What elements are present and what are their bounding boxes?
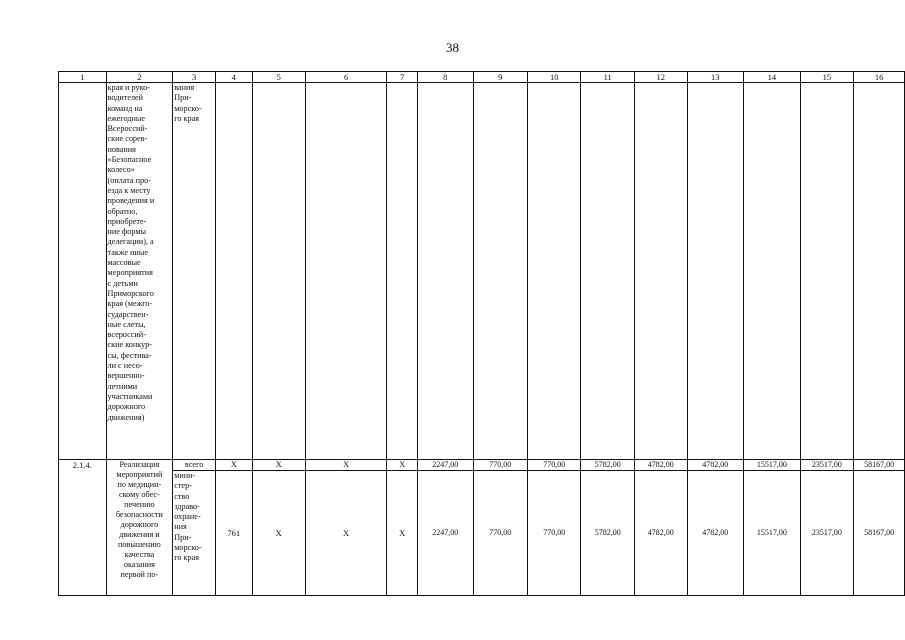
cell-text-line: вания — [174, 83, 195, 92]
cell-text-line: ния — [174, 522, 187, 532]
cell-text-line: стер- — [174, 481, 192, 491]
total-cell: X — [387, 460, 418, 471]
cell-text-line: дорожного — [107, 402, 146, 412]
item-number: 2.1.4. — [59, 460, 107, 596]
cell-text-line: также иные — [107, 247, 148, 257]
table-cell — [252, 83, 305, 460]
total-cell: 770,00 — [527, 460, 580, 471]
cell-text-line: «Безопасное — [107, 155, 152, 165]
continued-description — [106, 83, 173, 460]
cell-text-line: ство — [174, 491, 190, 501]
cell-text-line: движения) — [107, 412, 145, 422]
table-cell — [527, 83, 580, 460]
cell-text-line: ские конкур- — [107, 340, 153, 350]
detail-cell: X — [252, 471, 305, 596]
table-cell — [215, 83, 252, 460]
cell-text-line: участниками — [107, 391, 153, 401]
budget-table — [58, 71, 905, 596]
cell-text-line: ние формы — [107, 227, 147, 237]
cell-text-line: водителей — [107, 93, 144, 103]
column-header: 1 — [59, 72, 107, 83]
cell-text-line: колесо» — [107, 165, 135, 175]
detail-cell: 58167,00 — [854, 471, 905, 596]
column-header: 8 — [418, 72, 474, 83]
cell-text-line: первой по- — [120, 570, 159, 579]
cell-text-line: летними — [107, 381, 138, 391]
column-header: 16 — [854, 72, 905, 83]
detail-cell: X — [387, 471, 418, 596]
continuation-row — [59, 83, 905, 460]
detail-cell: 5782,00 — [581, 471, 635, 596]
cell-text-line: команд на — [107, 103, 143, 113]
column-header: 11 — [581, 72, 635, 83]
table-cell — [418, 83, 474, 460]
column-header: 9 — [473, 72, 527, 83]
cell-text-line: вершенно- — [107, 371, 145, 381]
cell-text-line: дорожного — [120, 520, 159, 529]
detail-cell: 761 — [215, 471, 252, 596]
item-total-row — [59, 460, 905, 471]
total-cell: 15517,00 — [744, 460, 801, 471]
cell-text-line: морско- — [174, 103, 202, 113]
column-header: 14 — [744, 72, 801, 83]
column-header: 6 — [305, 72, 387, 83]
cell-text-line: мероприятий — [116, 470, 163, 479]
table-cell — [305, 83, 387, 460]
column-header: 3 — [173, 72, 216, 83]
cell-text-line: здраво- — [174, 501, 200, 511]
detail-cell: 770,00 — [527, 471, 580, 596]
column-header: 7 — [387, 72, 418, 83]
column-header: 4 — [215, 72, 252, 83]
cell-text-line: скому обес- — [118, 490, 160, 499]
cell-text-line: всероссий- — [107, 330, 146, 340]
cell-text-line: безопасности — [115, 510, 163, 519]
total-cell: X — [215, 460, 252, 471]
total-cell: 23517,00 — [800, 460, 854, 471]
total-label: всего — [173, 460, 216, 471]
total-cell: 5782,00 — [581, 460, 635, 471]
page-number: 38 — [446, 40, 459, 55]
detail-cell: 2247,00 — [418, 471, 474, 596]
table-cell — [744, 83, 801, 460]
cell-text-line: оказания — [123, 560, 155, 569]
cell-text-line: ские сорев- — [107, 134, 148, 144]
cell-text-line: по медицин- — [117, 480, 162, 489]
detail-cell: X — [305, 471, 387, 596]
cell-text-line: делегации), а — [107, 237, 154, 247]
total-cell: 2247,00 — [418, 460, 474, 471]
cell-text-line: мероприятия — [107, 268, 153, 278]
column-header: 10 — [527, 72, 580, 83]
cell-text-line: нования — [107, 144, 136, 154]
cell-text-line: ли с несо- — [107, 361, 143, 371]
cell-text-line: края и руко- — [107, 83, 150, 92]
detail-cell: 15517,00 — [744, 471, 801, 596]
table-cell — [687, 83, 743, 460]
cell-text-line: движения и — [119, 530, 160, 539]
item-detail-row — [59, 471, 905, 596]
cell-text-line: ежегодные — [107, 113, 146, 123]
cell-text-line: охране- — [174, 512, 201, 522]
cell-text-line: морско- — [174, 543, 202, 553]
cell-text-line: с детьми — [107, 278, 138, 288]
cell-text-line: печению — [124, 500, 155, 509]
cell-text-line: проведения и — [107, 196, 155, 206]
continued-executor — [173, 83, 216, 460]
detail-cell: 23517,00 — [800, 471, 854, 596]
cell-text-line: При- — [174, 93, 192, 103]
table-cell — [581, 83, 635, 460]
total-cell: X — [305, 460, 387, 471]
cell-text-line: обратно, — [107, 206, 138, 216]
cell-text-line: мини- — [174, 471, 196, 480]
total-cell: 4782,00 — [687, 460, 743, 471]
table-cell — [387, 83, 418, 460]
total-cell: 58167,00 — [854, 460, 905, 471]
total-cell: X — [252, 460, 305, 471]
cell-text-line: При- — [174, 532, 192, 542]
cell-text-line: приобрете- — [107, 216, 147, 226]
cell-text-line: качества — [124, 550, 155, 559]
executor-name — [173, 471, 216, 596]
total-cell: 4782,00 — [635, 460, 688, 471]
column-header: 15 — [800, 72, 854, 83]
cell-text-line: края (межго- — [107, 299, 153, 309]
detail-cell: 4782,00 — [635, 471, 688, 596]
table-cell — [854, 83, 905, 460]
cell-text-line: сударствен- — [107, 309, 149, 319]
column-header: 5 — [252, 72, 305, 83]
cell-text-line: Реализация — [119, 460, 160, 469]
detail-cell: 4782,00 — [687, 471, 743, 596]
cell-text-line: массовые — [107, 258, 141, 268]
cell-text-line: сы, фестива- — [107, 350, 152, 360]
total-cell: 770,00 — [473, 460, 527, 471]
header-row — [59, 72, 905, 83]
cell-text-line: Приморского — [107, 288, 154, 298]
table-cell — [473, 83, 527, 460]
cell-text-line: езда к месту — [107, 185, 151, 195]
item-description — [106, 460, 173, 596]
table-cell — [635, 83, 688, 460]
cell-text-line: Всероссий- — [107, 124, 148, 134]
cell-text-line: (оплата про- — [107, 175, 151, 185]
table-cell — [800, 83, 854, 460]
column-header: 12 — [635, 72, 688, 83]
column-header: 13 — [687, 72, 743, 83]
column-header: 2 — [106, 72, 173, 83]
table-cell — [59, 83, 107, 460]
cell-text-line: го края — [174, 553, 199, 563]
detail-cell: 770,00 — [473, 471, 527, 596]
cell-text-line: повышению — [118, 540, 161, 549]
cell-text-line: го края — [174, 113, 199, 123]
cell-text-line: ные слеты, — [107, 319, 146, 329]
